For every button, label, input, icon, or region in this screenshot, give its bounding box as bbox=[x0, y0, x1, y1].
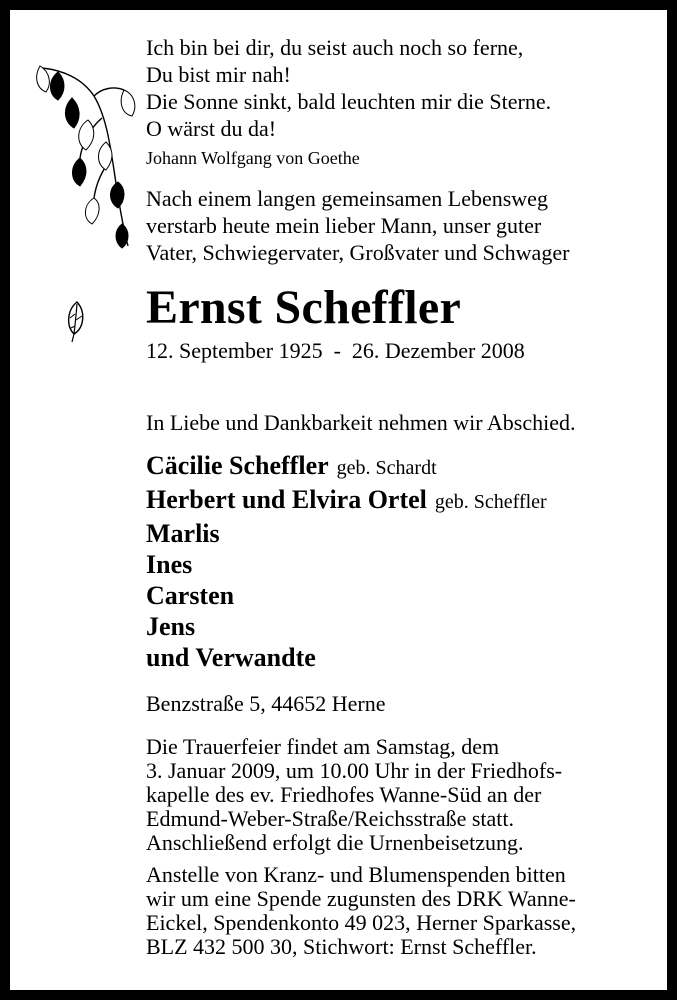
donation-line: Eickel, Spendenkonto 49 023, Herner Sparkasse, bbox=[146, 910, 577, 935]
poem-line: Die Sonne sinkt, bald leuchten mir die Sterne. bbox=[146, 89, 552, 114]
address: Benzstraße 5, 44652 Herne bbox=[146, 691, 386, 716]
family-member bbox=[146, 549, 666, 580]
family-member-name: und Verwandte bbox=[146, 643, 316, 672]
farewell-text: In Liebe und Dankbarkeit nehmen wir Abschied. bbox=[146, 410, 576, 435]
family-member bbox=[146, 580, 666, 611]
service-line: Anschließend erfolgt die Urnenbeisetzung. bbox=[146, 830, 524, 855]
intro-line: Vater, Schwiegervater, Großvater und Schwager bbox=[146, 240, 570, 265]
funeral-service-info bbox=[146, 735, 666, 855]
family-member-name: Ines bbox=[146, 550, 193, 579]
family-member-name: Cäcilie Scheffler bbox=[146, 451, 329, 480]
family-list bbox=[146, 450, 666, 673]
intro-line: verstarb heute mein lieber Mann, unser guter bbox=[146, 213, 542, 238]
service-line: Die Trauerfeier findet am Samstag, dem bbox=[146, 734, 500, 759]
family-member bbox=[146, 642, 666, 673]
birch-branch-icon bbox=[32, 58, 142, 253]
family-member-name: Herbert und Elvira Ortel bbox=[146, 485, 427, 514]
poem-line: Du bist mir nah! bbox=[146, 62, 291, 87]
family-member bbox=[146, 518, 666, 549]
poem-line: O wärst du da! bbox=[146, 116, 277, 141]
family-member bbox=[146, 611, 666, 642]
notice-content bbox=[146, 34, 666, 959]
intro-line: Nach einem langen gemeinsamen Lebensweg bbox=[146, 186, 548, 211]
poem bbox=[146, 34, 666, 142]
service-line: kapelle des ev. Friedhofes Wanne-Süd an der bbox=[146, 782, 542, 807]
family-member-name: Marlis bbox=[146, 519, 220, 548]
intro-text bbox=[146, 185, 666, 266]
family-member-name: Jens bbox=[146, 612, 196, 641]
donation-line: Anstelle von Kranz- und Blumenspenden bitten bbox=[146, 862, 566, 887]
poem-line: Ich bin bei dir, du seist auch noch so ferne, bbox=[146, 35, 524, 60]
falling-leaf-icon bbox=[62, 300, 92, 345]
family-member bbox=[146, 484, 666, 518]
donation-info bbox=[146, 863, 666, 959]
life-dates: 12. September 1925 - 26. Dezember 2008 bbox=[146, 338, 525, 363]
donation-line: wir um eine Spende zugunsten des DRK Wanne- bbox=[146, 886, 576, 911]
donation-line: BLZ 432 500 30, Stichwort: Ernst Scheffler. bbox=[146, 934, 537, 959]
maiden-name: geb. Scheffler bbox=[434, 491, 547, 513]
service-line: Edmund-Weber-Straße/Reichsstraße statt. bbox=[146, 806, 515, 831]
service-line: 3. Januar 2009, um 10.00 Uhr in der Friedhofs- bbox=[146, 758, 563, 783]
family-member bbox=[146, 450, 666, 484]
poem-author: Johann Wolfgang von Goethe bbox=[146, 148, 360, 168]
family-member-name: Carsten bbox=[146, 581, 235, 610]
deceased-name: Ernst Scheffler bbox=[146, 281, 462, 334]
maiden-name: geb. Schardt bbox=[336, 457, 437, 479]
